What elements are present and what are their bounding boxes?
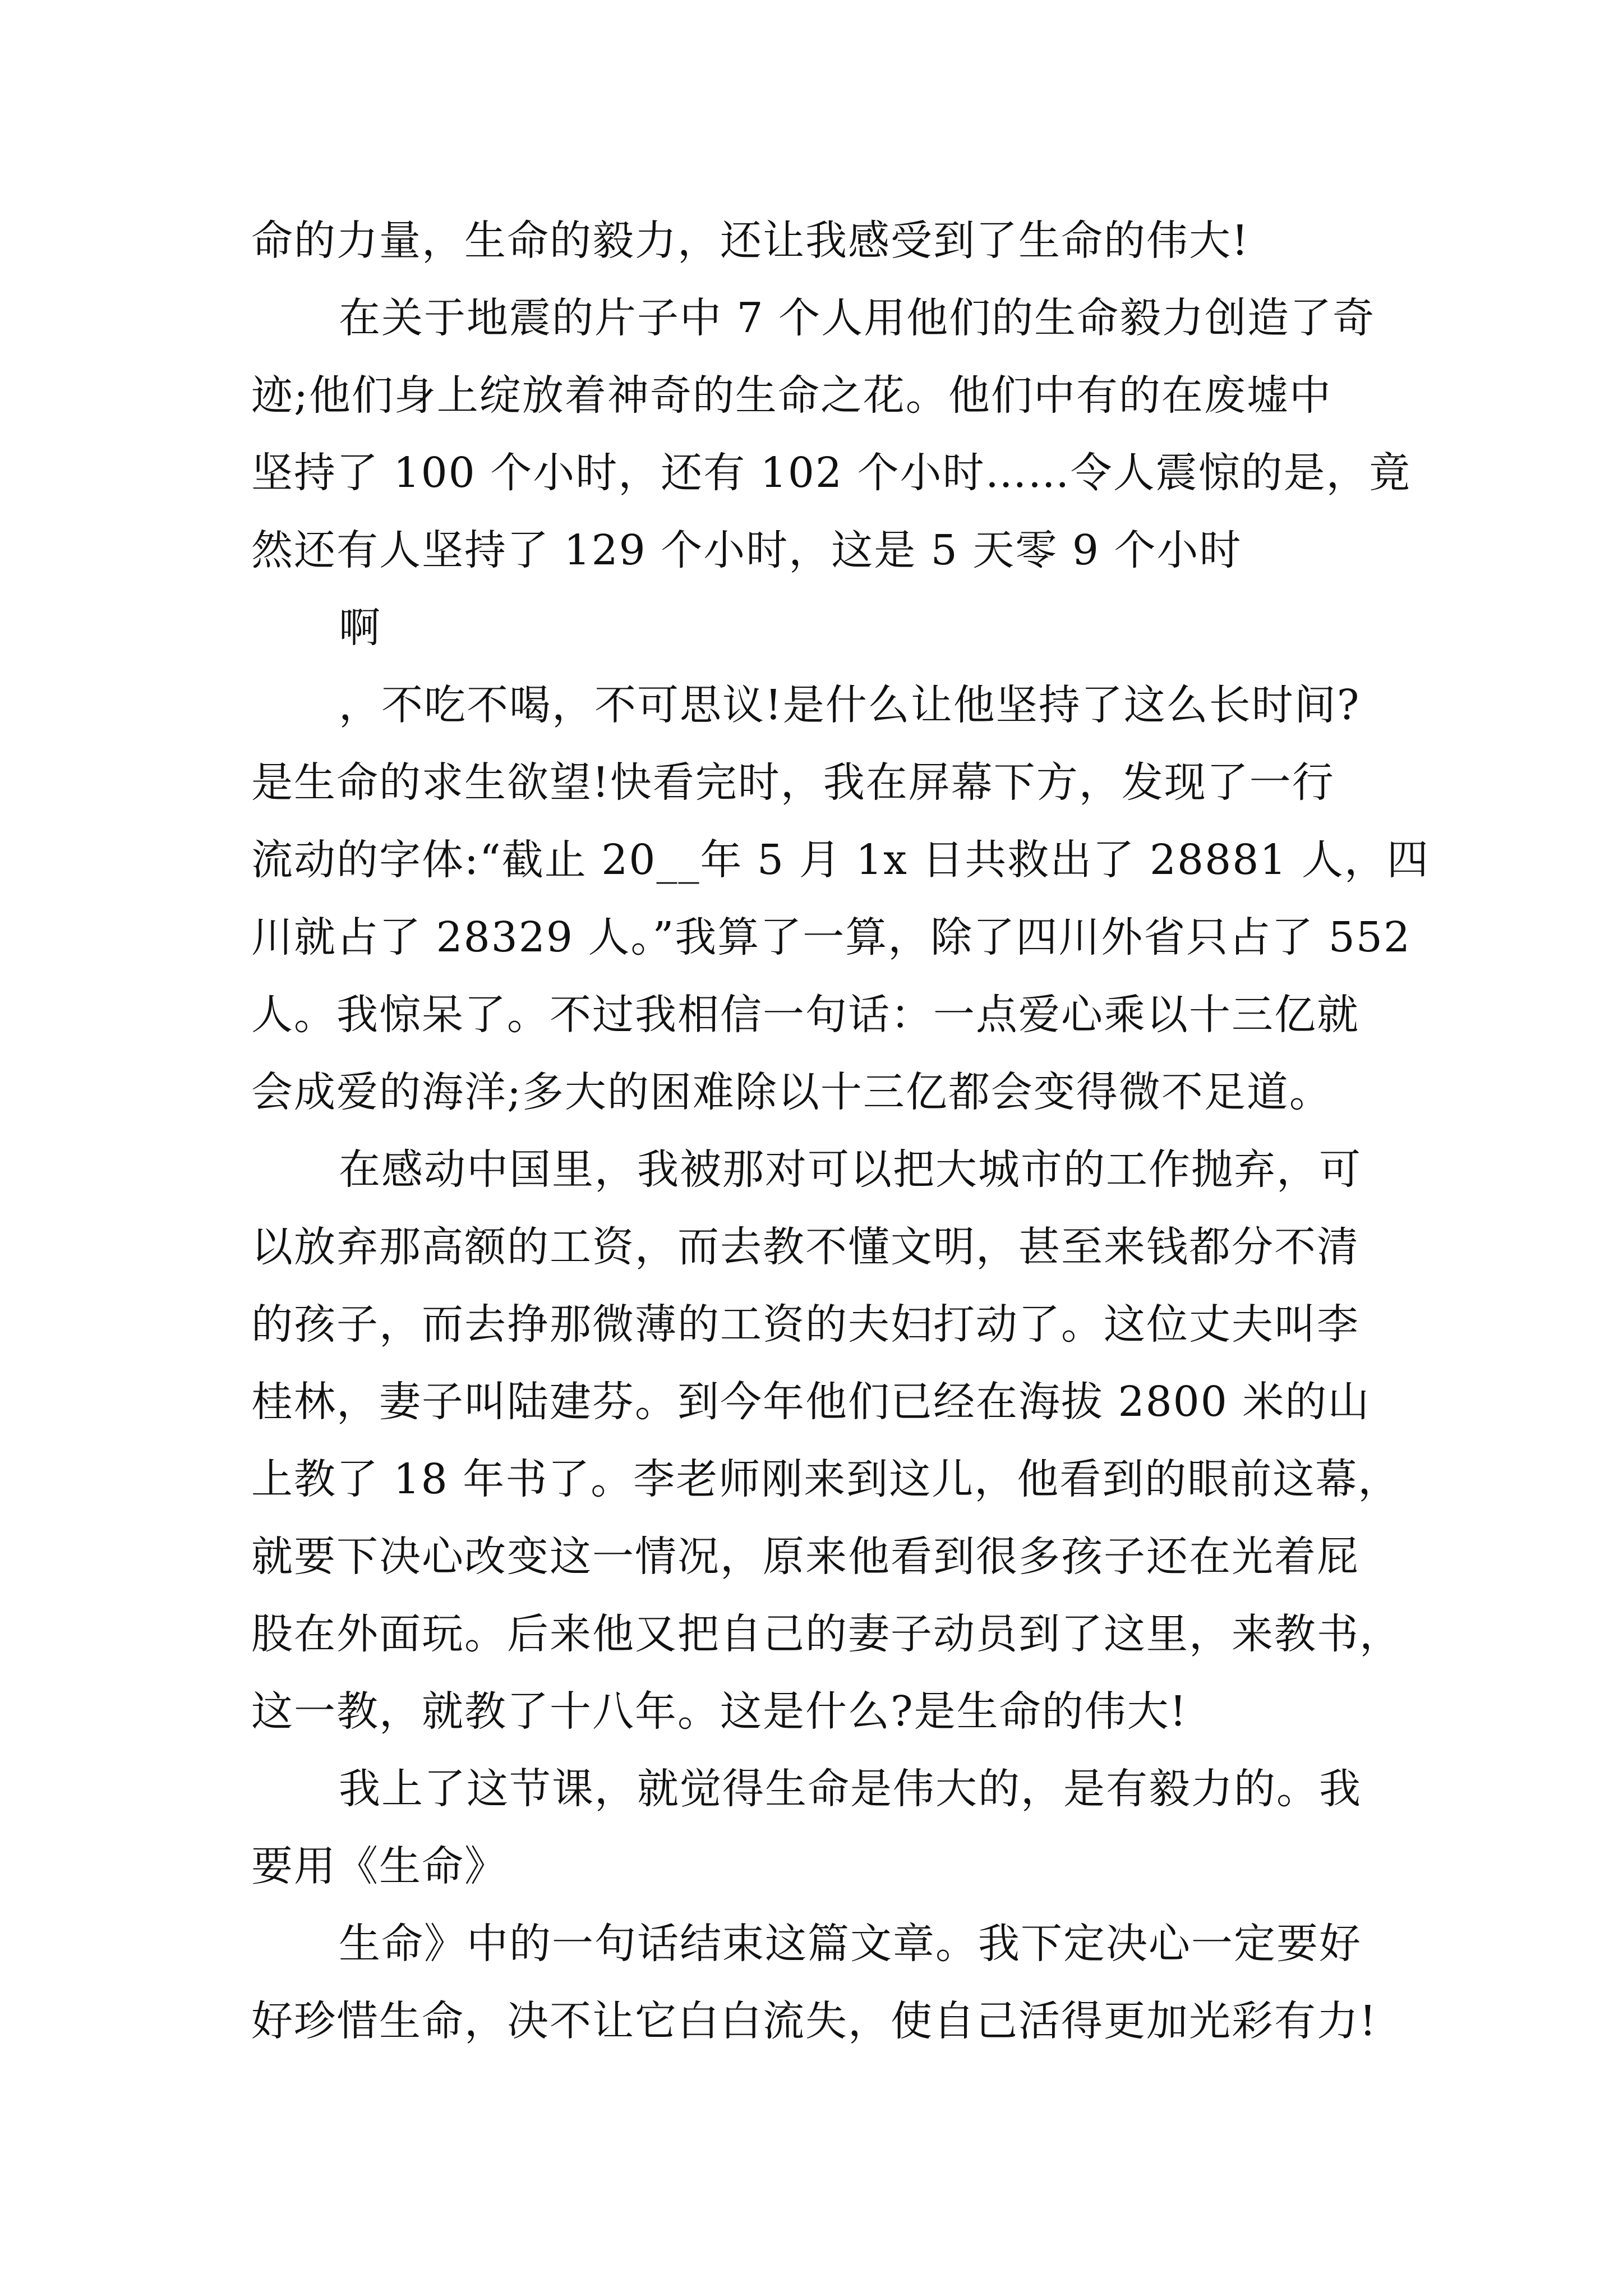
- text-line: 然还有人坚持了 129 个小时，这是 5 天零 9 个小时: [251, 526, 1242, 574]
- text-line: 坚持了 100 个小时，还有 102 个小时……令人震惊的是，竟: [251, 449, 1412, 497]
- text-line: 流动的字体:“截止 20__年 5 月 1x 日共救出了 28881 人，四: [251, 836, 1430, 884]
- text-line: 的孩子，而去挣那微薄的工资的夫妇打动了。这位丈夫叫李: [251, 1300, 1359, 1349]
- text-line: 人。我惊呆了。不过我相信一句话：一点爱心乘以十三亿就: [251, 991, 1359, 1039]
- text-line: 好珍惜生命，决不让它白白流失，使自己活得更加光彩有力!: [251, 1997, 1377, 2045]
- text-line: 啊: [339, 604, 381, 652]
- text-line: 这一教，就教了十八年。这是什么?是生命的伟大!: [251, 1687, 1188, 1736]
- text-line: 生命》中的一句话结束这篇文章。我下定决心一定要好: [339, 1920, 1362, 1968]
- text-line: 川就占了 28329 人。”我算了一算，除了四川外省只占了 552: [251, 913, 1412, 961]
- text-line: 以放弃那高额的工资，而去教不懂文明，甚至来钱都分不清: [251, 1223, 1359, 1271]
- text-line: ，不吃不喝，不可思议!是什么让他坚持了这么长时间?: [339, 681, 1361, 729]
- text-line: 在感动中国里，我被那对可以把大城市的工作抛弃，可: [339, 1145, 1362, 1194]
- text-line: 桂林，妻子叫陆建芬。到今年他们已经在海拔 2800 米的山: [251, 1378, 1371, 1426]
- text-line: 是生命的求生欲望!快看完时，我在屏幕下方，发现了一行: [251, 758, 1335, 807]
- text-line: 迹;他们身上绽放着神奇的生命之花。他们中有的在废墟中: [251, 371, 1332, 420]
- text-line: 要用《生命》: [251, 1842, 507, 1890]
- text-line: 会成爱的海洋;多大的困难除以十三亿都会变得微不足道。: [251, 1068, 1332, 1116]
- text-line: 我上了这节课，就觉得生命是伟大的，是有毅力的。我: [339, 1765, 1362, 1813]
- text-line: 上教了 18 年书了。李老师刚来到这儿，他看到的眼前这幕，: [251, 1455, 1401, 1503]
- text-line: 在关于地震的片子中 7 个人用他们的生命毅力创造了奇: [339, 294, 1376, 342]
- text-line: 就要下决心改变这一情况，原来他看到很多孩子还在光着屁: [251, 1533, 1359, 1581]
- text-line: 命的力量，生命的毅力，还让我感受到了生命的伟大!: [251, 217, 1249, 265]
- text-line: 股在外面玩。后来他又把自己的妻子动员到了这里，来教书，: [251, 1610, 1402, 1658]
